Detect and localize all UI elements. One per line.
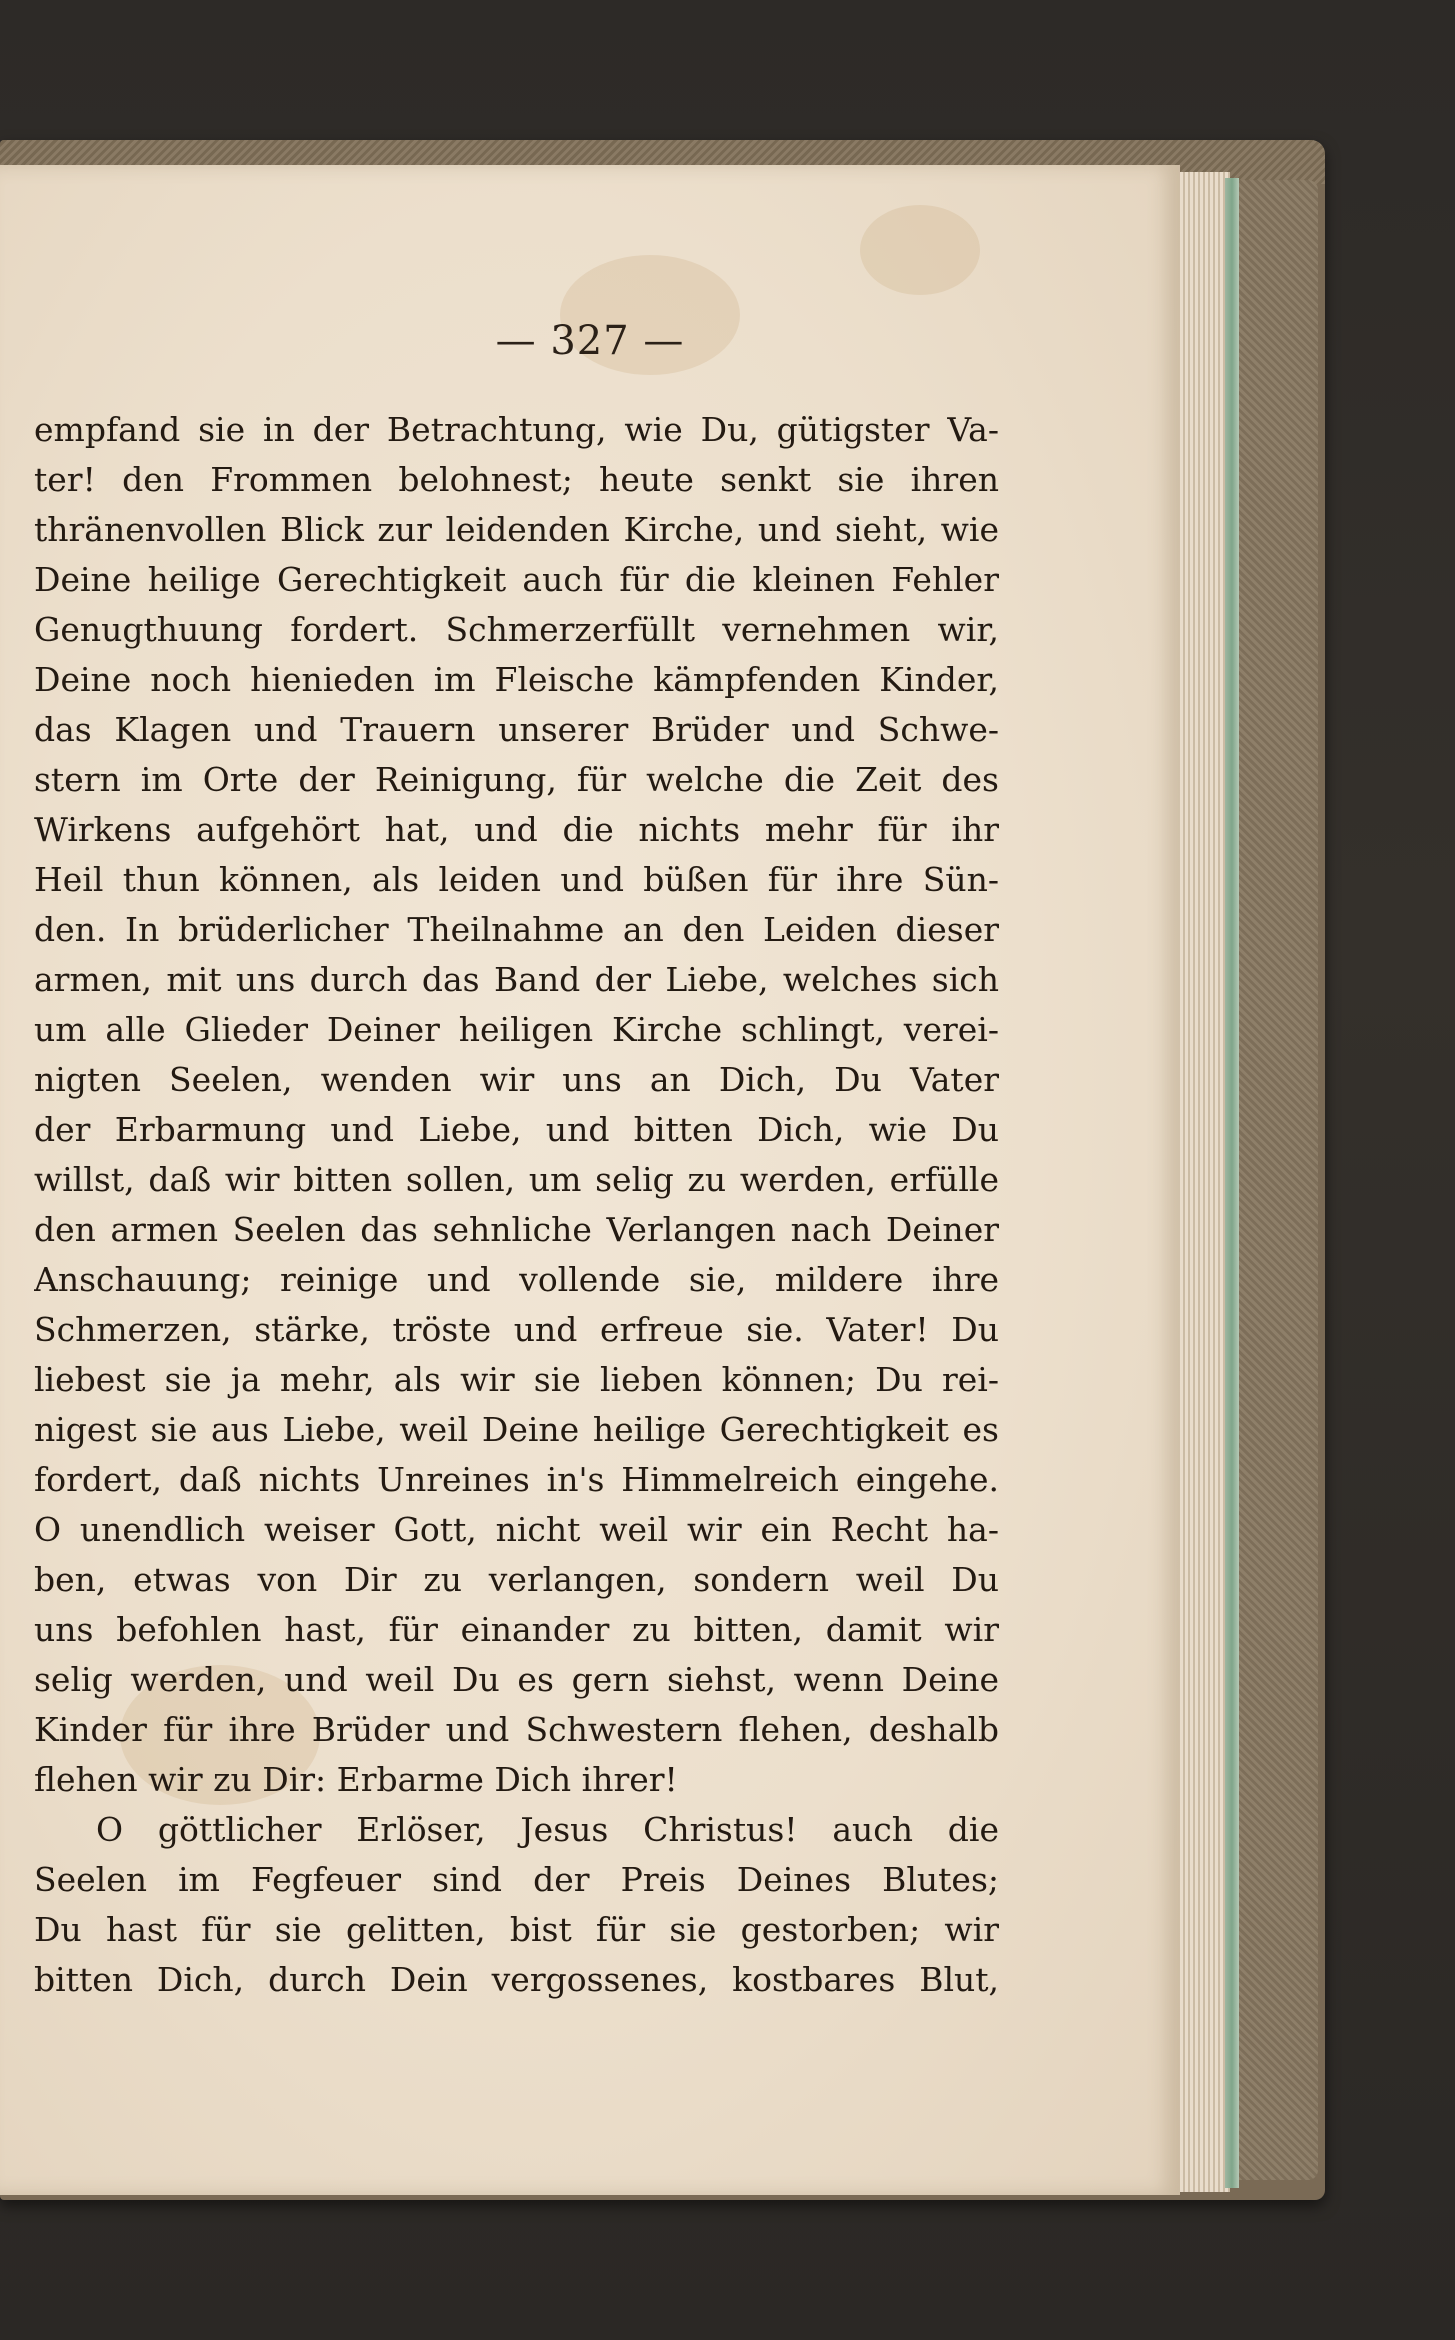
text-line: Du hast für sie gelitten, bist für sie gestorben; wir	[34, 1910, 999, 1949]
page-number: — 327 —	[495, 318, 685, 364]
text-line: nigten Seelen, wenden wir uns an Dich, Du Vater	[34, 1060, 999, 1099]
text-line: uns befohlen hast, für einander zu bitten, damit wir	[34, 1610, 999, 1649]
paper-stain	[860, 205, 980, 295]
text-line: stern im Orte der Reinigung, für welche die Zeit des	[34, 760, 999, 799]
text-line: um alle Glieder Deiner heiligen Kirche schlingt, verei-	[34, 1010, 999, 1049]
text-line: ter! den Frommen belohnest; heute senkt sie ihren	[34, 460, 999, 499]
text-line: Deine heilige Gerechtigkeit auch für die kleinen Fehler	[34, 560, 999, 599]
text-line: das Klagen und Trauern unserer Brüder und Schwe-	[34, 710, 999, 749]
text-line: den. In brüderlicher Theilnahme an den Leiden dieser	[34, 910, 999, 949]
text-line: selig werden, und weil Du es gern siehst, wenn Deine	[34, 1660, 999, 1699]
text-line: flehen wir zu Dir: Erbarme Dich ihrer!	[34, 1760, 678, 1799]
text-line: thränenvollen Blick zur leidenden Kirche, und sieht, wie	[34, 510, 999, 549]
text-line: O göttlicher Erlöser, Jesus Christus! auch die	[96, 1810, 999, 1849]
text-line: O unendlich weiser Gott, nicht weil wir ein Recht ha-	[34, 1510, 999, 1549]
text-line: Deine noch hienieden im Fleische kämpfenden Kinder,	[34, 660, 999, 699]
text-line: Seelen im Fegfeuer sind der Preis Deines Blutes;	[34, 1860, 999, 1899]
text-line: liebest sie ja mehr, als wir sie lieben können; Du rei-	[34, 1360, 999, 1399]
text-line: nigest sie aus Liebe, weil Deine heilige Gerechtigkeit es	[34, 1410, 999, 1449]
text-line: Anschauung; reinige und vollende sie, mildere ihre	[34, 1260, 999, 1299]
text-line: fordert, daß nichts Unreines in's Himmelreich eingehe.	[34, 1460, 999, 1499]
text-line: ben, etwas von Dir zu verlangen, sondern weil Du	[34, 1560, 999, 1599]
text-line: bitten Dich, durch Dein vergossenes, kostbares Blut,	[34, 1960, 999, 1999]
text-line: empfand sie in der Betrachtung, wie Du, gütigster Va-	[34, 410, 999, 449]
text-line: der Erbarmung und Liebe, und bitten Dich, wie Du	[34, 1110, 999, 1149]
text-line: Wirkens aufgehört hat, und die nichts mehr für ihr	[34, 810, 999, 849]
text-line: den armen Seelen das sehnliche Verlangen nach Deiner	[34, 1210, 999, 1249]
text-line: Heil thun können, als leiden und büßen für ihre Sün-	[34, 860, 999, 899]
green-page-edge	[1225, 178, 1239, 2188]
text-line: Genugthuung fordert. Schmerzerfüllt vernehmen wir,	[34, 610, 999, 649]
text-line: Schmerzen, stärke, tröste und erfreue sie. Vater! Du	[34, 1310, 999, 1349]
cover-side-edge	[1238, 180, 1318, 2180]
page-body-text	[34, 405, 999, 2005]
text-line: Kinder für ihre Brüder und Schwestern flehen, deshalb	[34, 1710, 999, 1749]
text-line: armen, mit uns durch das Band der Liebe, welches sich	[34, 960, 999, 999]
text-line: willst, daß wir bitten sollen, um selig zu werden, erfülle	[34, 1160, 999, 1199]
